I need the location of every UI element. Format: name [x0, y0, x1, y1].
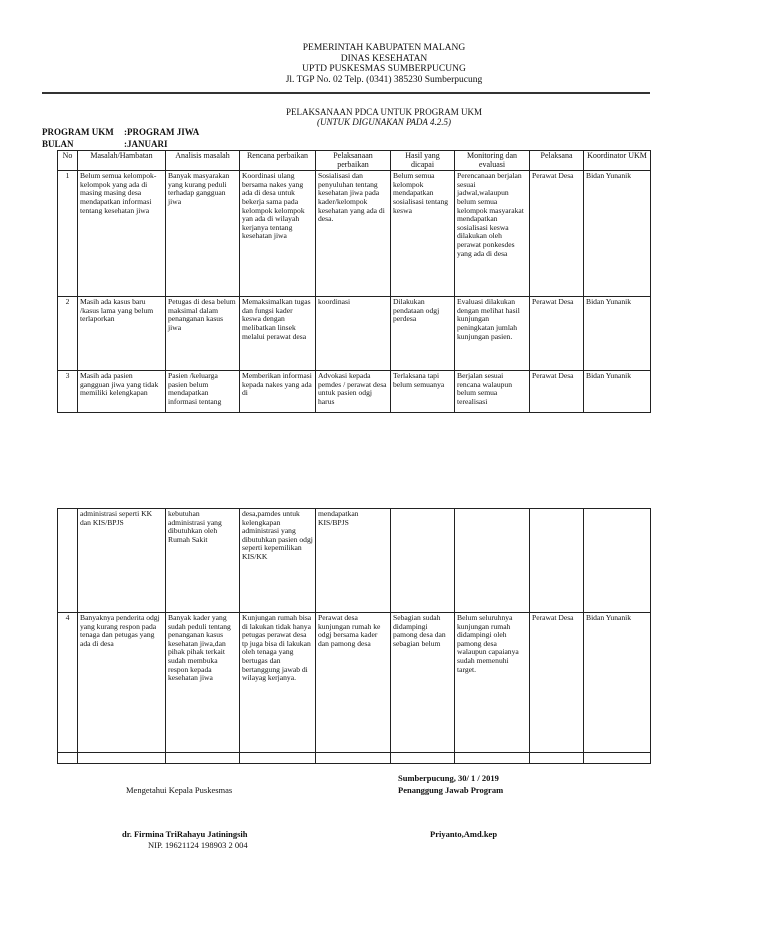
cell-monitoring: Evaluasi dilakukan dengan melihat hasil kunjungan peningkatan jumlah kunjungan pasien.	[455, 297, 530, 371]
bulan-label: BULAN	[42, 139, 74, 149]
letterhead-divider	[42, 92, 650, 94]
cell-koordinator	[584, 509, 651, 613]
right-signatory-name: Priyanto,Amd.kep	[430, 829, 498, 839]
cell-analisis: Petugas di desa belum maksimal dalam penanganan kasus jiwa	[166, 297, 240, 371]
cell-rencana: Memberikan informasi kepada nakes yang ada di	[240, 371, 316, 413]
letterhead-line-3: UPTD PUSKESMAS SUMBERPUCUNG	[302, 64, 466, 74]
cell-masalah: Banyaknya penderita odgj yang kurang respon pada tenaga dan petugas yang ada di desa	[78, 613, 166, 753]
left-signatory-title: Mengetahui Kepala Puskesmas	[126, 785, 233, 795]
table-row	[58, 753, 651, 764]
table-row	[58, 371, 651, 413]
cell-pelaksanaan: Perawat desa kunjungan rumah ke odgj bersama kader dan pamong desa	[316, 613, 391, 753]
cell-pelaksanaan	[316, 753, 391, 764]
cell-pelaksanaan: Sosialisasi dan penyuluhan tentang kesehatan jiwa pada kader/kelompok kesehatan yang ada di desa.	[316, 171, 391, 297]
cell-no	[58, 509, 78, 613]
col-header-koordinator: Koordinator UKM	[584, 151, 651, 171]
table-row	[58, 171, 651, 297]
title-main: PELAKSANAAN PDCA UNTUK PROGRAM UKM	[285, 107, 483, 117]
letterhead-address: Jl. TGP No. 02 Telp. (0341) 385230 Sumberpucung	[285, 74, 483, 85]
cell-monitoring: Belum seluruhnya kunjungan rumah didampingi oleh pamong desa walaupun capaianya sudah memenuhi target.	[455, 613, 530, 753]
cell-no: 3	[58, 371, 78, 413]
cell-rencana: Memaksimalkan tugas dan fungsi kader keswa dengan melibatkan linsek melalui perawat desa	[240, 297, 316, 371]
cell-no: 2	[58, 297, 78, 371]
letterhead	[0, 43, 768, 85]
left-signatory-nip: NIP. 19621124 198903 2 004	[148, 840, 248, 850]
pdca-table-page1	[57, 150, 651, 413]
cell-koordinator: Bidan Yunanik	[584, 297, 651, 371]
cell-hasil: Dilakukan pendataan odgj perdesa	[391, 297, 455, 371]
table-row	[58, 297, 651, 371]
cell-hasil: Sebagian sudah didampingi pamong desa dan sebagian belum	[391, 613, 455, 753]
cell-koordinator: Bidan Yunanik	[584, 171, 651, 297]
cell-monitoring	[455, 509, 530, 613]
cell-pelaksana: Perawat Desa	[530, 171, 584, 297]
bulan-value: :JANUARI	[124, 139, 168, 149]
program-value: :PROGRAM JIWA	[124, 127, 200, 137]
cell-pelaksana	[530, 509, 584, 613]
cell-pelaksanaan: mendapatkan KIS/BPJS	[316, 509, 391, 613]
cell-pelaksana: Perawat Desa	[530, 371, 584, 413]
program-label: PROGRAM UKM	[42, 127, 114, 137]
cell-rencana: Kunjungan rumah bisa di lakukan tidak hanya petugas perawat desa tp juga bisa di lakukan oleh tenaga yang bertugas dan bertanggung jawab di wilayag kerjanya.	[240, 613, 316, 753]
cell-pelaksana: Perawat Desa	[530, 613, 584, 753]
letterhead-line-2: DINAS KESEHATAN	[340, 53, 428, 64]
cell-pelaksana	[530, 753, 584, 764]
cell-hasil: Terlaksana tapi belum semuanya	[391, 371, 455, 413]
cell-pelaksana: Perawat Desa	[530, 297, 584, 371]
cell-koordinator: Bidan Yunanik	[584, 371, 651, 413]
right-signatory-title: Penanggung Jawab Program	[398, 785, 504, 795]
col-header-analisis: Analisis masalah	[166, 151, 240, 171]
letterhead-line-1: PEMERINTAH KABUPATEN MALANG	[302, 43, 466, 53]
col-header-pelaksanaan: Pelaksanaan perbaikan	[316, 151, 391, 171]
cell-masalah: Masih ada pasien gangguan jiwa yang tidak memiliki kelengkapan	[78, 371, 166, 413]
cell-koordinator: Bidan Yunanik	[584, 613, 651, 753]
cell-pelaksanaan: koordinasi	[316, 297, 391, 371]
cell-pelaksanaan: Advokasi kepada pemdes / perawat desa untuk pasien odgj harus	[316, 371, 391, 413]
cell-analisis: Banyak masyarakan yang kurang peduli terhadap gangguan jiwa	[166, 171, 240, 297]
cell-no: 4	[58, 613, 78, 753]
cell-hasil	[391, 753, 455, 764]
cell-rencana: Koordinasi ulang bersama nakes yang ada di desa untuk bekerja sama pada kelompok kelompok yan ada di wilayah kerjanya tentang kesehatan jiwa	[240, 171, 316, 297]
cell-koordinator	[584, 753, 651, 764]
col-header-rencana: Rencana perbaikan	[240, 151, 316, 171]
cell-hasil	[391, 509, 455, 613]
cell-analisis: Banyak kader yang sudah peduli tentang penanganan kasus kesehatan jiwa,dan pihak pihak terkait sudah membuka respon kepada kesehatan jiwa	[166, 613, 240, 753]
cell-rencana	[240, 753, 316, 764]
cell-masalah: Belum semua kelompok-kelompok yang ada di masing masing desa mendapatkan informasi tentang kesehatan jiwa	[78, 171, 166, 297]
cell-monitoring: Perencanaan berjalan sesuai jadwal,walaupun belum semua kelompok masyarakat mendapatkan sosialisasi keswa dilakukan oleh perawat ponkesdes yang ada di desa	[455, 171, 530, 297]
cell-masalah: Masih ada kasus baru /kasus lama yang belum terlaporkan	[78, 297, 166, 371]
cell-no: 1	[58, 171, 78, 297]
col-header-pelaksana: Pelaksana	[530, 151, 584, 171]
table-header-row	[58, 151, 651, 171]
col-header-masalah: Masalah/Hambatan	[78, 151, 166, 171]
cell-rencana: desa,pamdes untuk kelengkapan administrasi yang dibutuhkan pasien odgj seperti kepemilikan KIS/KK	[240, 509, 316, 613]
left-signatory-name: dr. Firmina TriRahayu Jatiningsih	[122, 829, 248, 839]
col-header-no: No	[58, 151, 78, 171]
pdca-table-page2	[57, 508, 651, 764]
cell-monitoring	[455, 753, 530, 764]
table-row	[58, 509, 651, 613]
place-date: Sumberpucung, 30/ 1 / 2019	[398, 773, 499, 783]
cell-masalah: administrasi seperti KK dan KIS/BPJS	[78, 509, 166, 613]
cell-analisis	[166, 753, 240, 764]
cell-analisis: kebutuhan administrasi yang dibutuhkan oleh Rumah Sakit	[166, 509, 240, 613]
cell-no	[58, 753, 78, 764]
table-row	[58, 613, 651, 753]
cell-monitoring: Berjalan sesuai rencana walaupun belum semua terealisasi	[455, 371, 530, 413]
title-sub: (UNTUK DIGUNAKAN PADA 4.2.5)	[317, 117, 451, 127]
col-header-hasil: Hasil yang dicapai	[391, 151, 455, 171]
cell-analisis: Pasien /keluarga pasien belum mendapatkan informasi tentang	[166, 371, 240, 413]
cell-masalah	[78, 753, 166, 764]
document-title	[0, 107, 768, 127]
cell-hasil: Belum semua kelompok mendapatkan sosialisasi tentang keswa	[391, 171, 455, 297]
col-header-monitoring: Monitoring dan evaluasi	[455, 151, 530, 171]
